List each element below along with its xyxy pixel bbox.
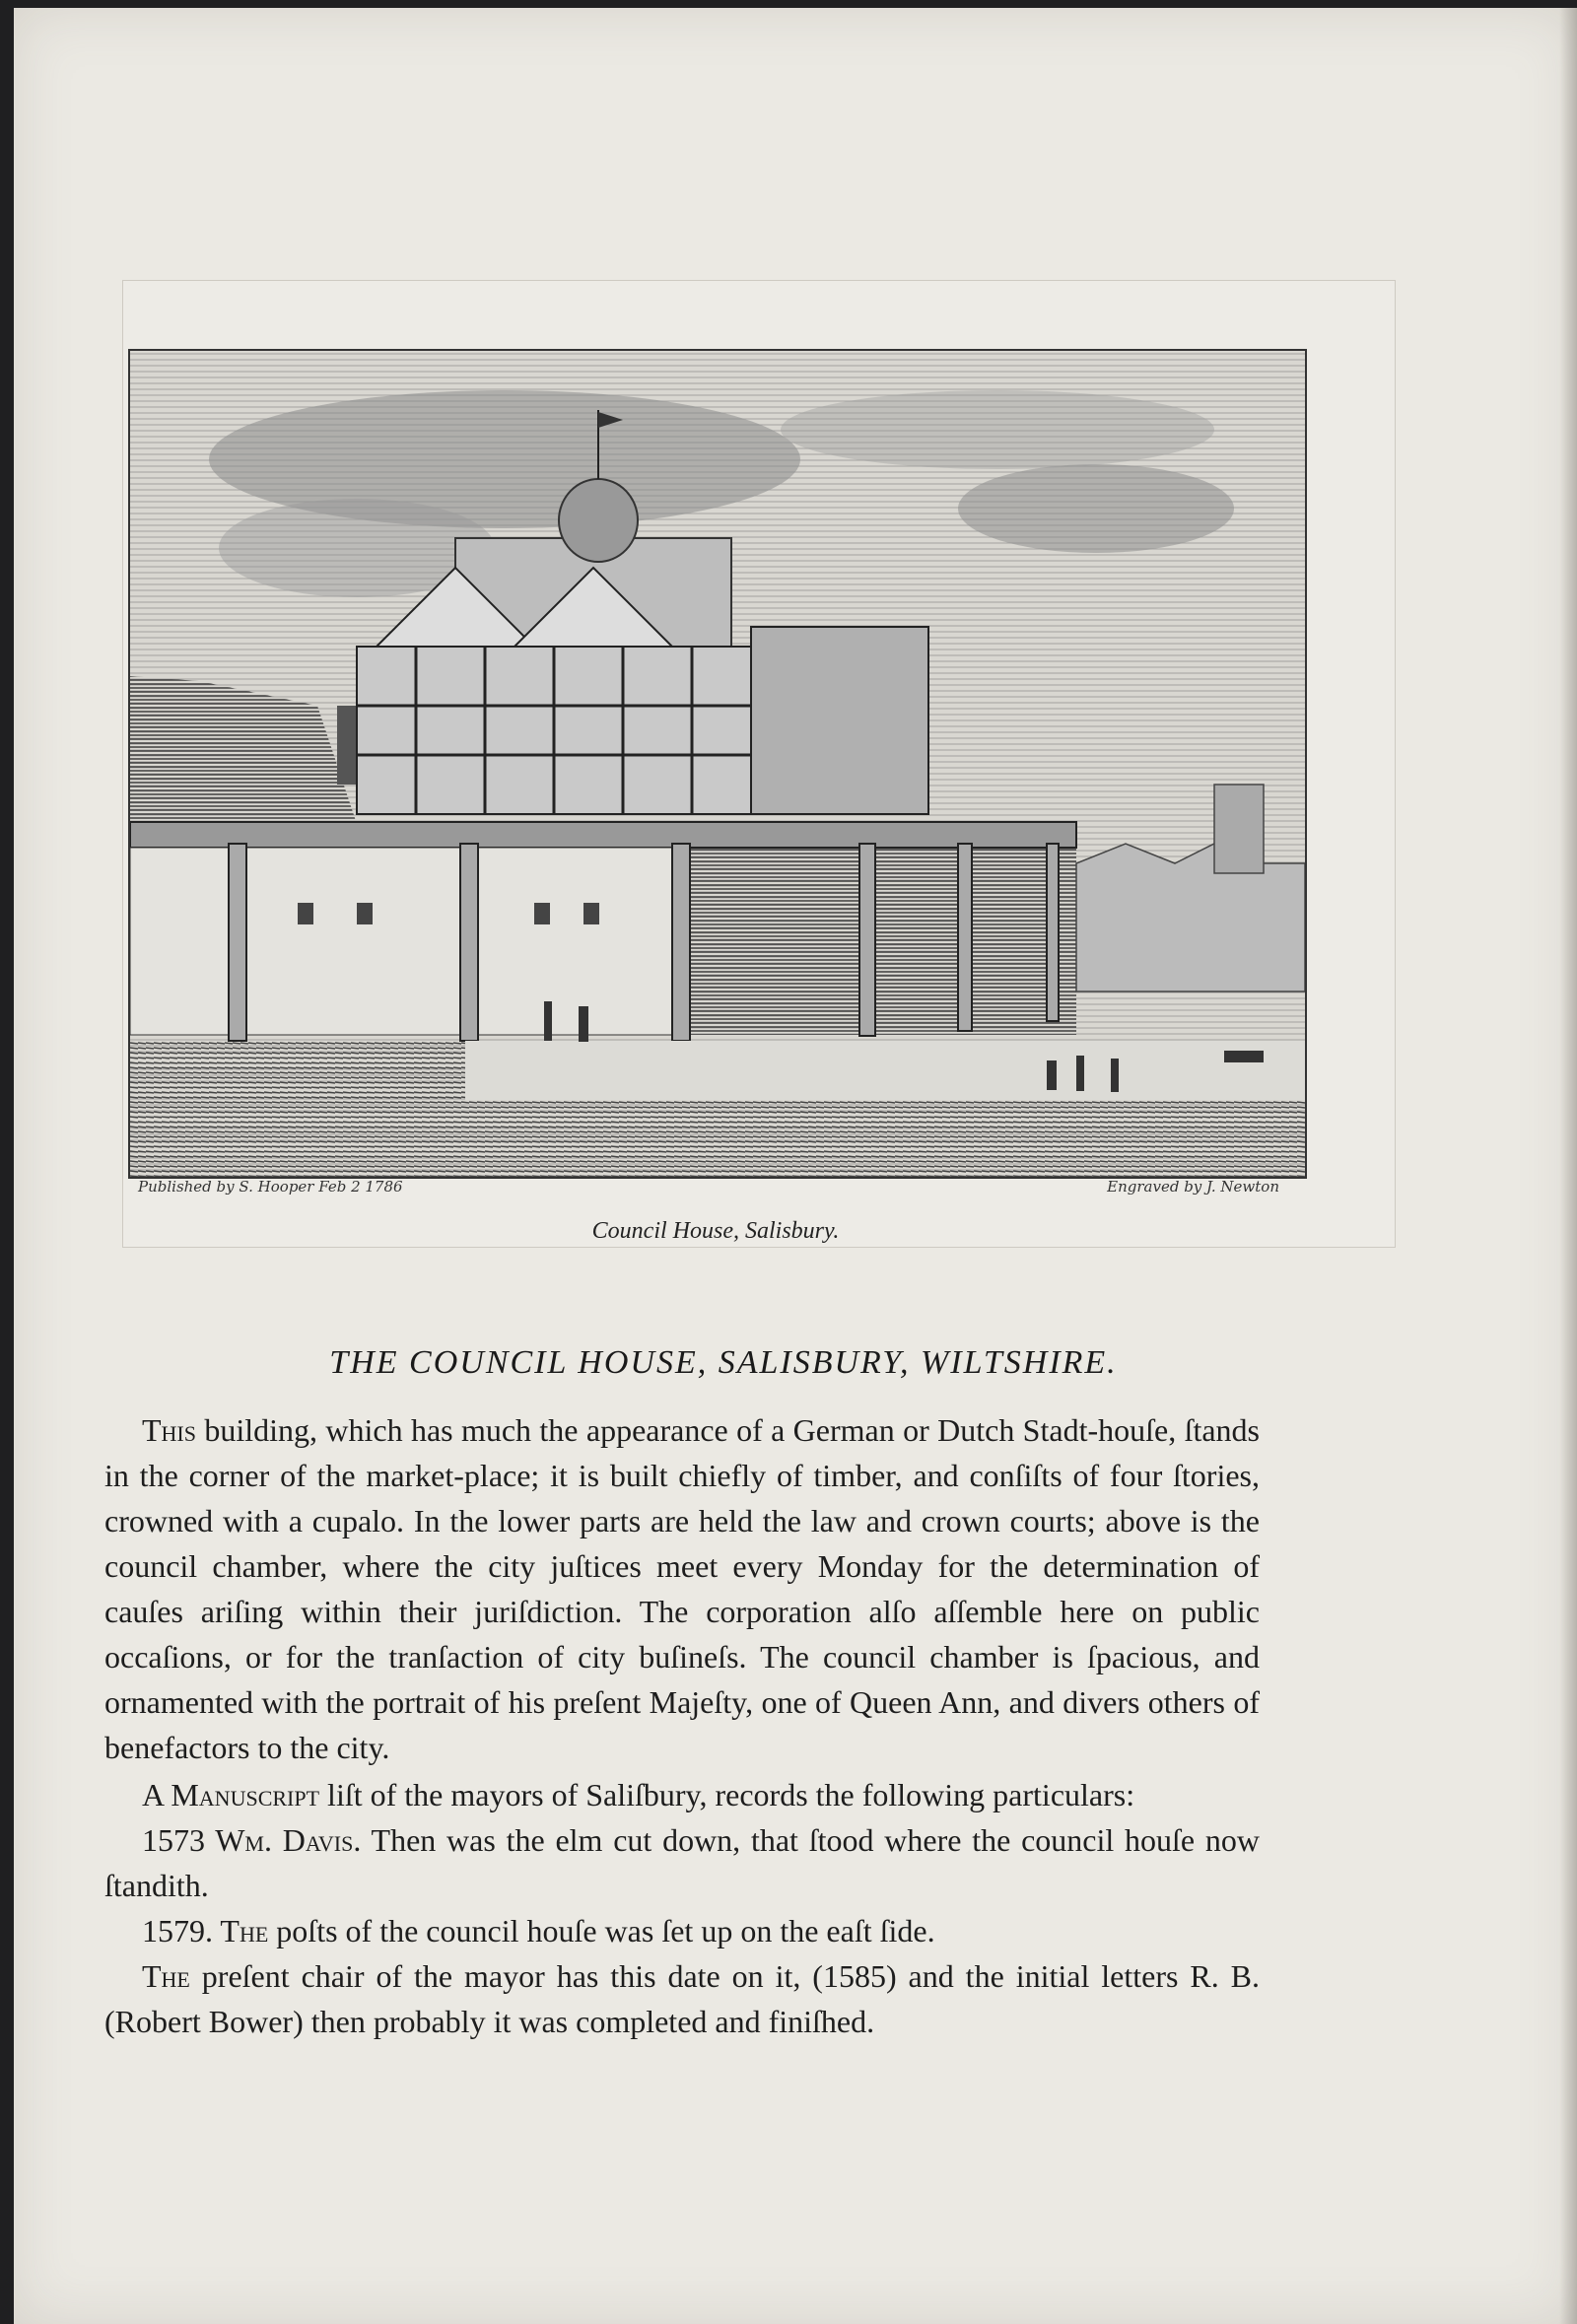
distant-buildings	[1076, 844, 1305, 991]
market-place	[465, 1041, 1305, 1100]
column	[958, 844, 972, 1031]
entry-1579-text: poſts of the council houſe was ſet up on the eaſt ſide.	[268, 1913, 935, 1948]
council-house-engraving	[130, 351, 1305, 1177]
cupola	[559, 479, 638, 562]
distant-tower	[1214, 785, 1264, 873]
column	[229, 844, 246, 1041]
arcade-frieze	[130, 822, 1076, 848]
column	[672, 844, 690, 1041]
arcade-wall	[130, 848, 682, 1035]
figure	[544, 1001, 552, 1041]
chair-lead: The	[142, 1958, 190, 1994]
page-sheet	[14, 8, 1577, 2324]
plate-caption: Council House, Salisbury.	[591, 1218, 840, 1244]
figure	[1047, 1060, 1057, 1090]
intro-text: building, which has much the appearance of a German or Dutch Stadt-houſe, ſtands in the corner of the market-place; it is built chiefly of timber, and conſiſts of four ſtories, crowned with a cupalo. In the lower parts are held the law and crown courts; above is the council chamber, where the city juſtices meet every Monday for the determination of cauſes ariſing within their juriſdiction. The corporation alſo aſſemble here on public occaſions, or for the tranſaction of city buſineſs. The council chamber is ſpacious, and ornamented with the portrait of his preſent Majeſty, one of Queen Ann, and divers others of benefactors to the city.	[104, 1412, 1260, 1765]
intro-lead: This	[142, 1412, 196, 1448]
chimney	[337, 706, 357, 785]
manuscript-text: liſt of the mayors of Saliſbury, records the following particulars:	[319, 1777, 1135, 1812]
entry-1573-year: 1573	[142, 1822, 205, 1858]
page-edge-shadow	[1559, 8, 1577, 2324]
figure	[1111, 1059, 1119, 1092]
figure	[579, 1006, 588, 1042]
entry-1579-year: 1579.	[142, 1913, 213, 1948]
entry-1573	[104, 1817, 1260, 1908]
manuscript-lead: A Manuscript	[142, 1777, 320, 1812]
figure	[1076, 1056, 1084, 1091]
market-stall	[1224, 1051, 1264, 1062]
column	[1047, 844, 1059, 1021]
cloud	[781, 390, 1214, 469]
engraver-credit: Engraved by J. Newton	[1107, 1178, 1279, 1196]
chair-text: preſent chair of the mayor has this date on it, (1585) and the initial letters R. B. (Robert Bower) then probably it was completed and finiſhed.	[104, 1958, 1260, 2039]
engraving-illustration	[128, 349, 1307, 1179]
entry-1573-name: Wm. Davis.	[205, 1822, 362, 1858]
column	[460, 844, 478, 1041]
intro-paragraph	[104, 1407, 1260, 1770]
column	[859, 844, 875, 1036]
entry-1579-lead: The	[213, 1913, 269, 1948]
publisher-credit: Published by S. Hooper Feb 2 1786	[138, 1178, 403, 1196]
manuscript-section	[104, 1772, 1260, 2044]
cloud	[958, 464, 1234, 553]
chair-paragraph	[104, 1953, 1260, 2044]
arcade-shadow	[682, 848, 1076, 1035]
manuscript-paragraph	[104, 1772, 1260, 1817]
side-facade	[751, 627, 928, 814]
article-title: THE COUNCIL HOUSE, SALISBURY, WILTSHIRE.	[329, 1344, 1118, 1381]
entry-1573-text: Then was the elm cut down, that ſtood where the council houſe now ſtandith.	[104, 1822, 1261, 1903]
entry-1579	[104, 1908, 1260, 1953]
